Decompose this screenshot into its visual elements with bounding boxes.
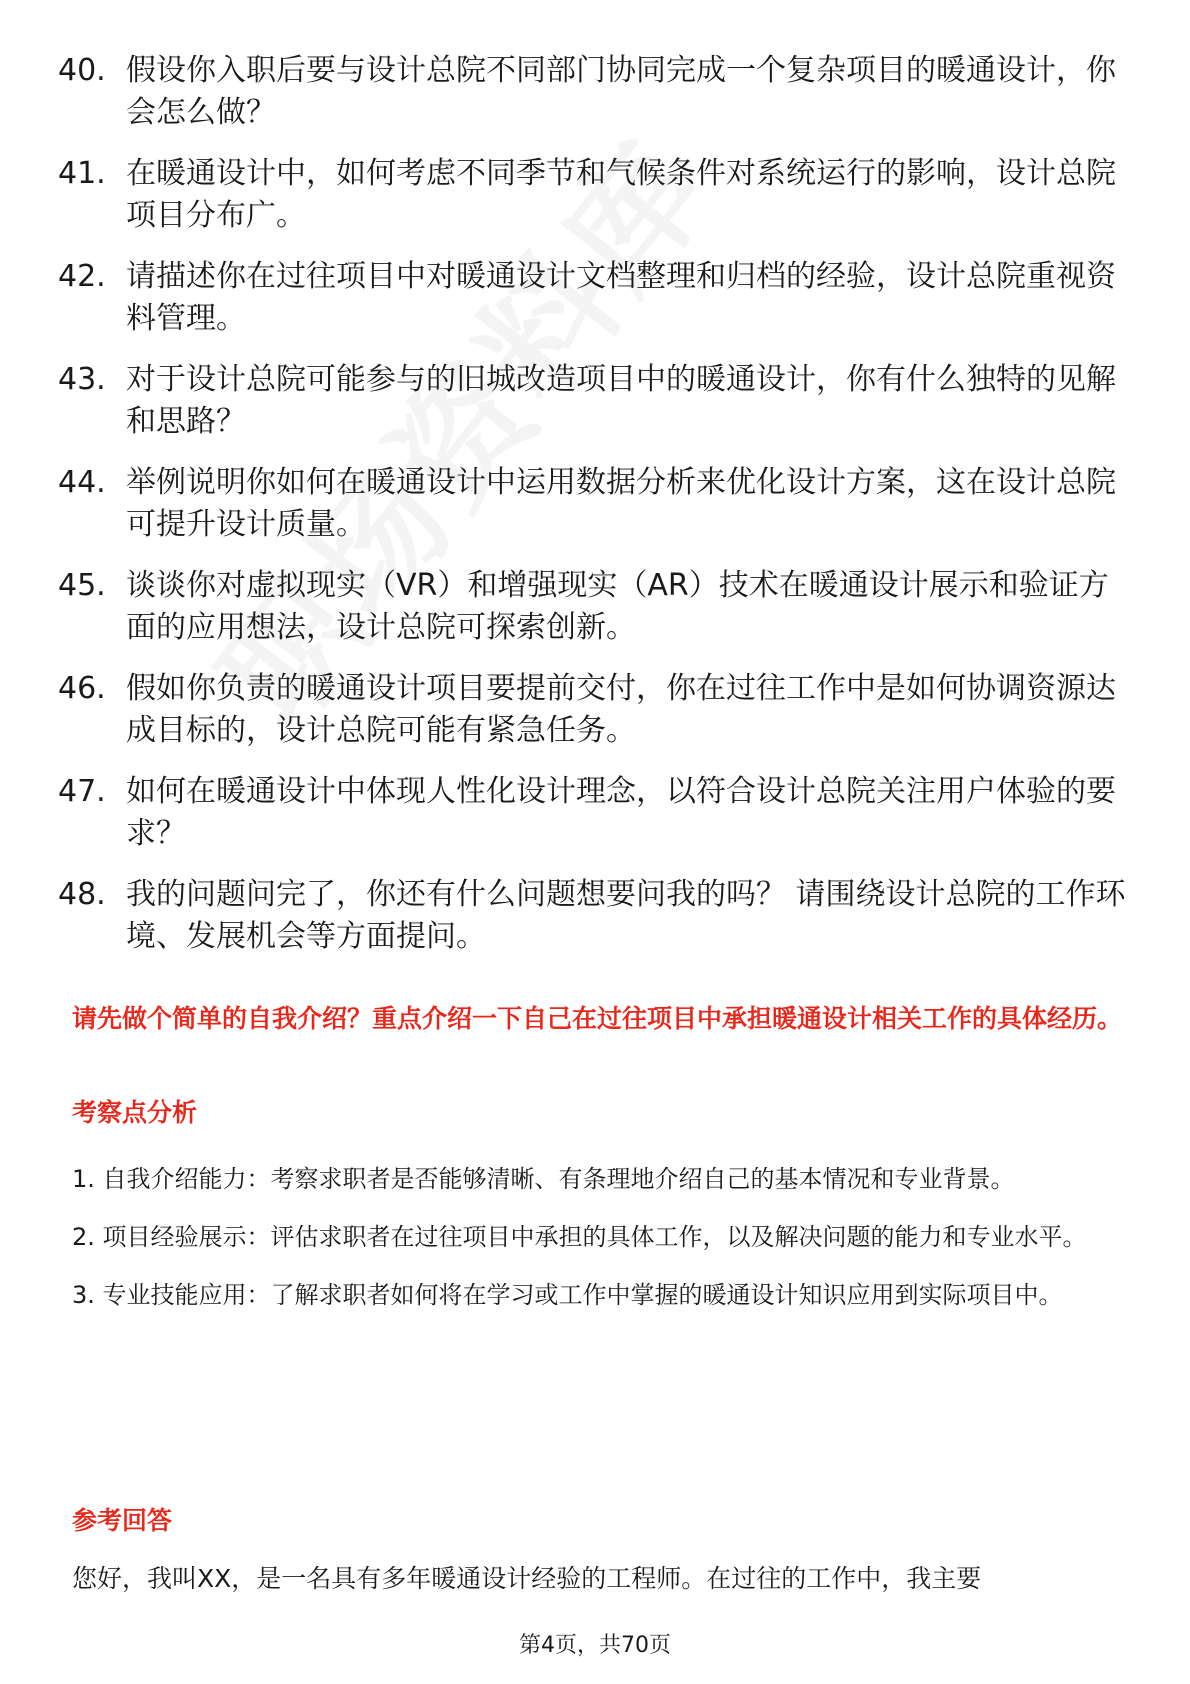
question-text: 谈谈你对虚拟现实（VR）和增强现实（AR）技术在暖通设计展示和验证方面的应用想法，设计总院可探索创新。 [126, 568, 1109, 645]
question-number: 48. [58, 877, 106, 912]
answer-heading: 参考回答 [72, 1506, 173, 1535]
analysis-point: 3. 专业技能应用：了解求职者如何将在学习或工作中掌握的暖通设计知识应用到实际项目中。 [72, 1281, 1063, 1309]
question-list [58, 50, 1128, 977]
question-item [58, 359, 1128, 443]
question-item [58, 565, 1128, 649]
question-number: 40. [58, 53, 106, 88]
question-number: 44. [58, 465, 106, 500]
focus-question: 请先做个简单的自我介绍？重点介绍一下自己在过往项目中承担暖通设计相关工作的具体经历。 [72, 1004, 1123, 1033]
question-item [58, 771, 1128, 855]
question-number: 41. [58, 156, 106, 191]
question-number: 43. [58, 362, 106, 397]
question-text: 如何在暖通设计中体现人性化设计理念，以符合设计总院关注用户体验的要求？ [126, 774, 1116, 851]
question-item [58, 874, 1128, 958]
question-number: 45. [58, 568, 106, 603]
question-text: 我的问题问完了，你还有什么问题想要问我的吗？ 请围绕设计总院的工作环境、发展机会等方面提问。 [126, 877, 1126, 954]
question-text: 举例说明你如何在暖通设计中运用数据分析来优化设计方案，这在设计总院可提升设计质量。 [126, 465, 1116, 542]
question-text: 请描述你在过往项目中对暖通设计文档整理和归档的经验，设计总院重视资料管理。 [126, 259, 1116, 336]
analysis-heading: 考察点分析 [72, 1098, 198, 1127]
question-text: 在暖通设计中，如何考虑不同季节和气候条件对系统运行的影响，设计总院项目分布广。 [126, 156, 1116, 233]
question-number: 47. [58, 774, 106, 809]
question-text: 对于设计总院可能参与的旧城改造项目中的暖通设计，你有什么独特的见解和思路？ [126, 362, 1116, 439]
question-item [58, 50, 1128, 134]
analysis-point: 2. 项目经验展示：评估求职者在过往项目中承担的具体工作，以及解决问题的能力和专业水平。 [72, 1223, 1087, 1251]
analysis-list [72, 1150, 1132, 1324]
answer-text: 您好，我叫XX，是一名具有多年暖通设计经验的工程师。在过往的工作中，我主要 [72, 1564, 982, 1593]
question-item [58, 668, 1128, 752]
analysis-point: 1. 自我介绍能力：考察求职者是否能够清晰、有条理地介绍自己的基本情况和专业背景。 [72, 1165, 1015, 1193]
question-number: 42. [58, 259, 106, 294]
page-footer: 第4页，共70页 [519, 1633, 671, 1658]
question-number: 46. [58, 671, 106, 706]
question-text: 假设你入职后要与设计总院不同部门协同完成一个复杂项目的暖通设计，你会怎么做？ [126, 53, 1116, 130]
question-item [58, 256, 1128, 340]
question-item [58, 153, 1128, 237]
question-text: 假如你负责的暖通设计项目要提前交付，你在过往工作中是如何协调资源达成目标的，设计总院可能有紧急任务。 [126, 671, 1116, 748]
question-item [58, 462, 1128, 546]
